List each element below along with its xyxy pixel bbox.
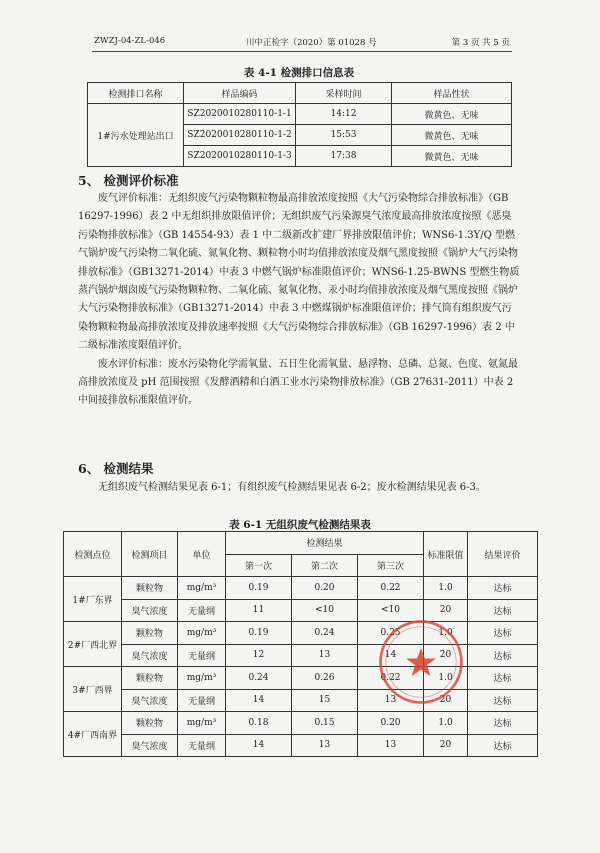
document-code: ZWZJ-04-ZL-046 [94,36,166,46]
limit: 1.0 [424,667,468,690]
header-sampling-time: 采样时间 [296,83,392,104]
header-outlet: 检测排口名称 [88,83,184,104]
table-6-1-caption: 表 6-1 无组织废气检测结果表 [229,519,371,531]
item: 颗粒物 [122,622,178,645]
page-header [94,34,510,50]
result-3: 0.25 [358,622,424,645]
table-row [64,622,538,645]
item: 颗粒物 [122,577,178,600]
table-row [64,644,538,667]
unit: 无量纲 [178,734,226,757]
sample-code: SZ2020010280110-1-3 [184,146,296,167]
fugitive-emission-results-table [63,531,538,757]
table-row [64,734,538,757]
evaluation: 达标 [468,712,538,735]
table-row [64,667,538,690]
limit: 20 [424,689,468,712]
header-unit: 单位 [178,532,226,577]
unit: mg/m³ [178,667,226,690]
unit: 无量纲 [178,689,226,712]
table-header-row [64,532,538,555]
header-run-2: 第二次 [292,554,358,577]
monitoring-point: 4#厂西南界 [64,712,122,757]
evaluation: 达标 [468,622,538,645]
result-3: <10 [358,599,424,622]
limit: 1.0 [424,577,468,600]
table-header-row [88,83,512,104]
sampling-time: 17:38 [296,146,392,167]
limit: 20 [424,644,468,667]
outlet-name: 1#污水处理站出口 [88,104,184,167]
outlet-info-table [87,82,512,167]
wastewater-standard-paragraph: 废水评价标准：废水污染物化学需氧量、五日生化需氧量、悬浮物、总磷、总氮、色度、氨氮最高排放浓度及 pH 范围按照《发酵酒精和白酒工业水污染物排放标准》（GB 27631-2011）中表 2 中间接排放标准限值评价。 [78,358,518,407]
table-row [64,689,538,712]
result-3: 0.22 [358,577,424,600]
item: 颗粒物 [122,712,178,735]
unit: mg/m³ [178,577,226,600]
evaluation: 达标 [468,644,538,667]
table-row [64,599,538,622]
sampling-time: 14:12 [296,104,392,125]
limit: 1.0 [424,622,468,645]
sampling-time: 15:53 [296,125,392,146]
sample-code: SZ2020010280110-1-2 [184,125,296,146]
item: 臭气浓度 [122,599,178,622]
header-sample-state: 样品性状 [392,83,512,104]
header-results: 检测结果 [226,532,424,555]
limit: 20 [424,599,468,622]
header-run-3: 第三次 [358,554,424,577]
evaluation: 达标 [468,667,538,690]
result-1: 12 [226,644,292,667]
header-evaluation: 结果评价 [468,532,538,577]
item: 臭气浓度 [122,689,178,712]
evaluation: 达标 [468,599,538,622]
exhaust-standard-paragraph: 废气评价标准：无组织废气污染物颗粒物最高排放浓度按照《大气污染物综合排放标准》（GB 16297-1996）表 2 中无组织排放限值评价；无组织废气污染源臭气浓度最高排放浓度按照《恶臭污染物排放标准》（GB 14554-93）表 1 中二级新改扩建厂界排放限值评价；WNS6-1.3Y/Q 型燃气锅炉废气污染物二氧化硫、氮氧化物、颗粒物小时均值排放浓度及烟气黑度按照《锅炉大气污染物排放标准》（GB13271-2014）中表 3 中燃气锅炉标准限值评价；WNS6-1.25-BWNS 型燃生物质蒸汽锅炉烟囱废气污染物颗粒物、二氧化硫、氮氧化物、汞小时均值排放浓度及烟气黑度按照《锅炉大气污染物排放标准》（GB13271-2014）中表 3 中燃煤锅炉标准限值评价；排气筒有组织废气污染物颗粒物最高排放浓度及排放速率按照《大气污染物综合排放标准》（GB 16297-1996）表 2 中二级标准浓度限值评价。 [78,193,520,352]
unit: mg/m³ [178,712,226,735]
result-1: 14 [226,734,292,757]
result-2: 13 [292,644,358,667]
result-2: 0.26 [292,667,358,690]
result-1: 11 [226,599,292,622]
header-limit: 标准限值 [424,532,468,577]
sample-state: 微黄色、无味 [392,146,512,167]
result-1: 0.18 [226,712,292,735]
header-item: 检测项目 [122,532,178,577]
section-6-title: 6、 检测结果 [78,461,154,476]
header-run-1: 第一次 [226,554,292,577]
result-1: 0.19 [226,577,292,600]
result-3: 13 [358,689,424,712]
table-row [64,712,538,735]
limit: 20 [424,734,468,757]
item: 臭气浓度 [122,644,178,667]
unit: 无量纲 [178,599,226,622]
evaluation: 达标 [468,577,538,600]
result-3: 0.22 [358,667,424,690]
result-2: 0.24 [292,622,358,645]
sample-state: 微黄色、无味 [392,104,512,125]
result-3: 0.20 [358,712,424,735]
item: 臭气浓度 [122,734,178,757]
result-2: 13 [292,734,358,757]
item: 颗粒物 [122,667,178,690]
monitoring-point: 3#厂西界 [64,667,122,712]
report-number: 川中正检字（2020）第 01028 号 [246,38,377,48]
result-3: 14 [358,644,424,667]
section-5-title: 5、 检测评价标准 [78,173,179,188]
section-5-body [78,190,520,411]
table-row [88,104,512,125]
section-6-body [78,479,520,497]
page-number: 第 3 页 共 5 页 [451,38,510,48]
table-row [64,577,538,600]
header-point: 检测点位 [64,532,122,577]
results-intro-paragraph: 无组织废气检测结果见表 6-1；有组织废气检测结果见表 6-2；废水检测结果见表 6-3。 [98,482,486,493]
monitoring-point: 2#厂西北界 [64,622,122,667]
header-sample-code: 样品编码 [184,83,296,104]
evaluation: 达标 [468,689,538,712]
result-2: 15 [292,689,358,712]
unit: mg/m³ [178,622,226,645]
table-4-1-caption: 表 4-1 检测排口信息表 [243,67,355,79]
result-2: <10 [292,599,358,622]
limit: 1.0 [424,712,468,735]
unit: 无量纲 [178,644,226,667]
result-2: 0.15 [292,712,358,735]
result-1: 0.24 [226,667,292,690]
header-rule [92,51,512,52]
result-2: 0.20 [292,577,358,600]
sample-state: 微黄色、无味 [392,125,512,146]
monitoring-point: 1#厂东界 [64,577,122,622]
result-1: 0.19 [226,622,292,645]
result-1: 14 [226,689,292,712]
evaluation: 达标 [468,734,538,757]
result-3: 13 [358,734,424,757]
sample-code: SZ2020010280110-1-1 [184,104,296,125]
